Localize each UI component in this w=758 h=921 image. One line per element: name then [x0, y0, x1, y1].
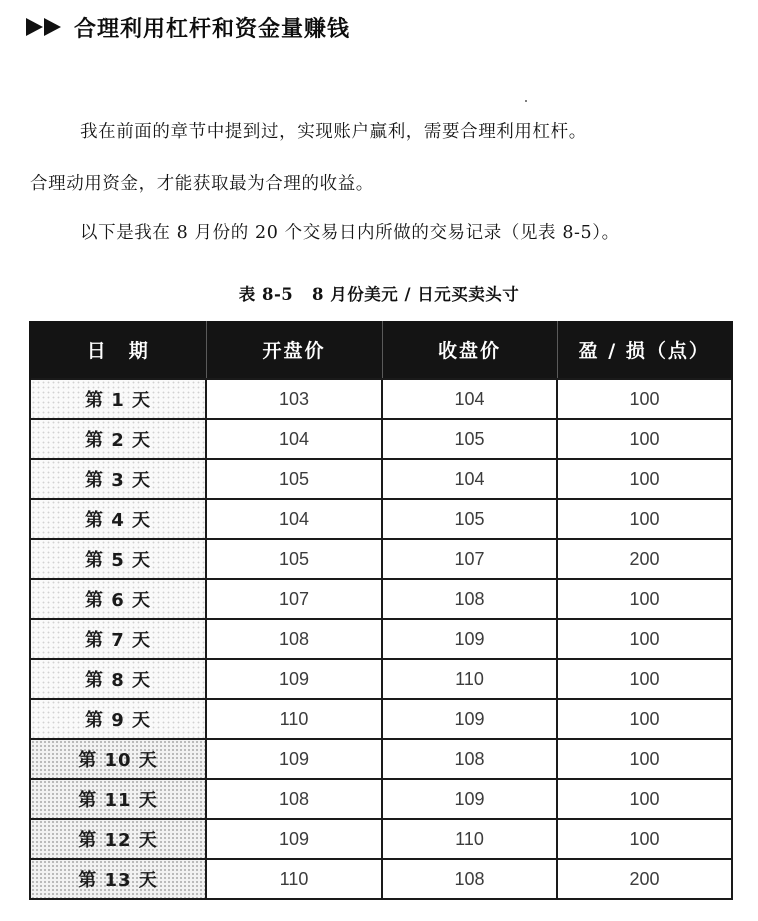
table-row	[30, 419, 732, 459]
paragraph-3: 以下是我在 8 月份的 20 个交易日内所做的交易记录（见表 8-5）。	[80, 223, 620, 243]
profit-loss-cell: 100	[557, 819, 732, 859]
open-price-cell: 105	[206, 539, 382, 579]
section-title: 合理利用杠杆和资金量赚钱	[74, 16, 351, 42]
day-cell: 第 7 天	[30, 619, 206, 659]
profit-loss-cell: 100	[557, 579, 732, 619]
profit-loss-cell: 100	[557, 379, 732, 419]
header-close-price: 收盘价	[382, 321, 557, 379]
header-open-price: 开盘价	[206, 321, 382, 379]
open-price-cell: 107	[206, 579, 382, 619]
day-cell: 第 6 天	[30, 579, 206, 619]
profit-loss-cell: 100	[557, 459, 732, 499]
trade-record-table	[29, 321, 733, 900]
day-cell: 第 2 天	[30, 419, 206, 459]
table-row	[30, 779, 732, 819]
table-header-row	[30, 321, 732, 379]
table-row	[30, 819, 732, 859]
table-row	[30, 739, 732, 779]
day-cell: 第 1 天	[30, 379, 206, 419]
open-price-cell: 110	[206, 859, 382, 899]
day-cell: 第 10 天	[30, 739, 206, 779]
close-price-cell: 105	[382, 419, 557, 459]
table-row	[30, 459, 732, 499]
open-price-cell: 105	[206, 459, 382, 499]
header-profit-loss: 盈 / 损（点）	[557, 321, 732, 379]
table-row	[30, 619, 732, 659]
day-cell: 第 11 天	[30, 779, 206, 819]
close-price-cell: 108	[382, 739, 557, 779]
table-row	[30, 379, 732, 419]
open-price-cell: 109	[206, 819, 382, 859]
table-row	[30, 659, 732, 699]
profit-loss-cell: 100	[557, 699, 732, 739]
open-price-cell: 108	[206, 619, 382, 659]
day-cell: 第 5 天	[30, 539, 206, 579]
day-cell: 第 3 天	[30, 459, 206, 499]
day-cell: 第 12 天	[30, 819, 206, 859]
open-price-cell: 109	[206, 739, 382, 779]
close-price-cell: 108	[382, 579, 557, 619]
open-price-cell: 103	[206, 379, 382, 419]
table-row	[30, 859, 732, 899]
close-price-cell: 104	[382, 459, 557, 499]
profit-loss-cell: 200	[557, 539, 732, 579]
open-price-cell: 110	[206, 699, 382, 739]
profit-loss-cell: 100	[557, 419, 732, 459]
open-price-cell: 109	[206, 659, 382, 699]
table-row	[30, 539, 732, 579]
section-heading	[26, 10, 350, 44]
profit-loss-cell: 100	[557, 739, 732, 779]
open-price-cell: 108	[206, 779, 382, 819]
profit-loss-cell: 200	[557, 859, 732, 899]
table-row	[30, 699, 732, 739]
day-cell: 第 13 天	[30, 859, 206, 899]
paragraph-2: 合理动用资金，才能获取最为合理的收益。	[30, 174, 374, 194]
profit-loss-cell: 100	[557, 659, 732, 699]
close-price-cell: 108	[382, 859, 557, 899]
day-cell: 第 4 天	[30, 499, 206, 539]
table-caption: 表 8-5 8 月份美元 / 日元买卖头寸	[238, 285, 520, 304]
close-price-cell: 110	[382, 819, 557, 859]
day-cell: 第 9 天	[30, 699, 206, 739]
open-price-cell: 104	[206, 419, 382, 459]
close-price-cell: 105	[382, 499, 557, 539]
day-cell: 第 8 天	[30, 659, 206, 699]
close-price-cell: 110	[382, 659, 557, 699]
scan-speck	[525, 100, 527, 102]
table-row	[30, 499, 732, 539]
profit-loss-cell: 100	[557, 779, 732, 819]
open-price-cell: 104	[206, 499, 382, 539]
close-price-cell: 109	[382, 699, 557, 739]
close-price-cell: 107	[382, 539, 557, 579]
table-row	[30, 579, 732, 619]
close-price-cell: 109	[382, 779, 557, 819]
close-price-cell: 104	[382, 379, 557, 419]
close-price-cell: 109	[382, 619, 557, 659]
profit-loss-cell: 100	[557, 619, 732, 659]
double-right-triangle-icon	[26, 18, 64, 36]
paragraph-1: 我在前面的章节中提到过，实现账户赢利，需要合理利用杠杆。	[80, 122, 587, 142]
header-date: 日 期	[30, 321, 206, 379]
profit-loss-cell: 100	[557, 499, 732, 539]
